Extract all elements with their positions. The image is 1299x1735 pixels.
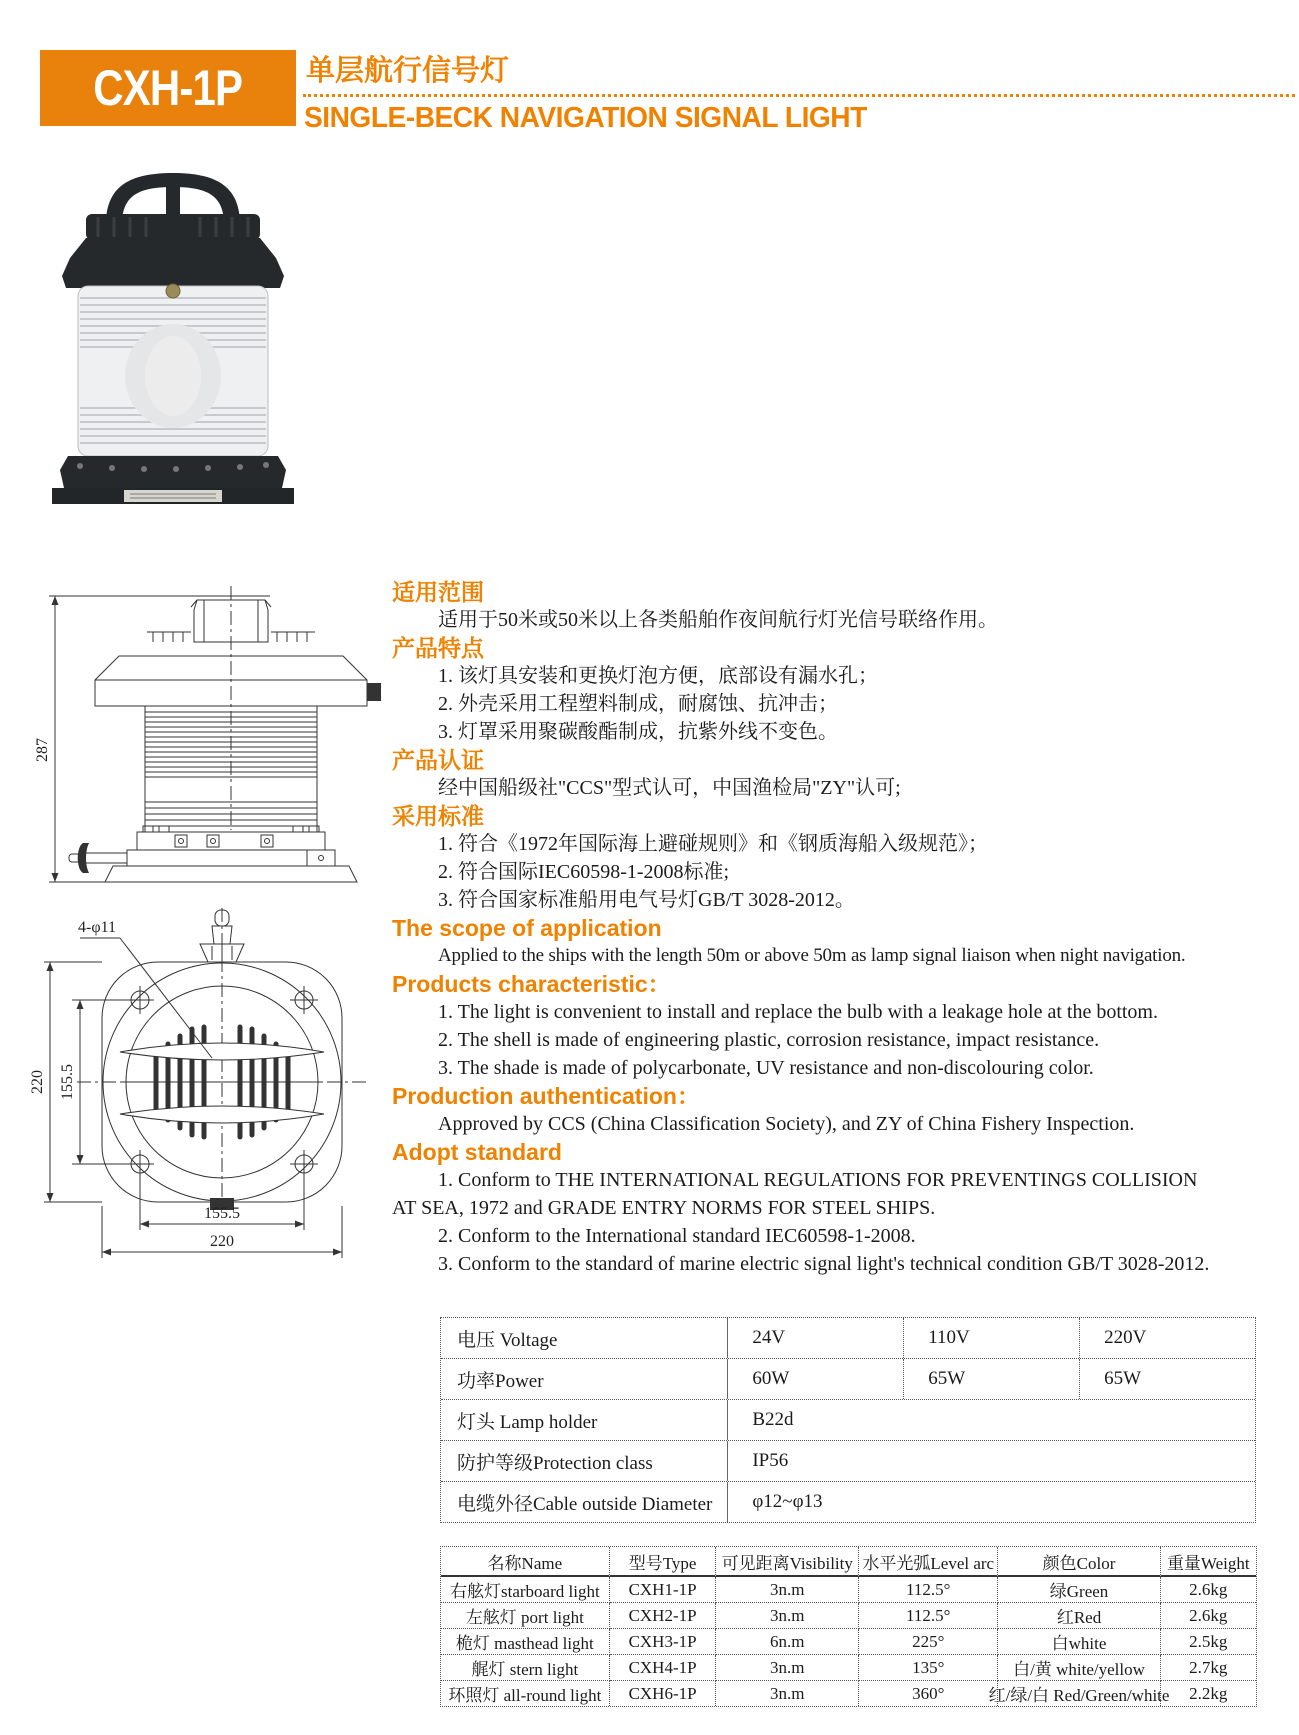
model-cell: 红Red	[998, 1603, 1160, 1629]
model-cell: 6n.m	[716, 1629, 859, 1655]
top-outer-hdim-label: 220	[210, 1233, 234, 1250]
top-outer-vdim-label: 220	[29, 1070, 46, 1094]
model-cell: 3n.m	[716, 1681, 859, 1706]
section-line: 3. The shade is made of polycarbonate, UV resistance and non-discolouring color.	[438, 1057, 1094, 1079]
model-cell: CXH4-1P	[610, 1655, 717, 1681]
holes-dim-label: 4-φ11	[78, 919, 116, 936]
model-cell: 2.7kg	[1161, 1655, 1256, 1681]
spec-label: 电压 Voltage	[441, 1318, 728, 1358]
section-line: 1. Conform to THE INTERNATIONAL REGULATIONS FOR PREVENTINGS COLLISION	[438, 1169, 1198, 1191]
section-line: 2. 符合国际IEC60598-1-2008标准;	[438, 861, 730, 883]
model-cell: CXH2-1P	[610, 1603, 717, 1629]
section-heading-adopt-standard-en: Adopt standard	[392, 1139, 562, 1165]
section-heading-scope-en: The scope of application	[392, 915, 662, 941]
side-height-dim-label: 287	[35, 738, 51, 762]
table-row	[441, 1359, 1255, 1400]
section-line: Approved by CCS (China Classification Society), and ZY of China Fishery Inspection.	[438, 1113, 1135, 1135]
model-cell: 2.6kg	[1161, 1603, 1256, 1629]
section-heading-certification-zh: 产品认证	[392, 747, 484, 773]
section-line: Applied to the ships with the length 50m or above 50m as lamp signal liaison when night navigation.	[438, 945, 1186, 966]
spec-value: 65W	[1104, 1368, 1142, 1389]
column-header: 颜色Color	[998, 1547, 1160, 1577]
spec-label: 灯头 Lamp holder	[441, 1400, 728, 1440]
top-view-svg	[22, 900, 387, 1265]
section-line: AT SEA, 1972 and GRADE ENTRY NORMS FOR STEEL SHIPS.	[392, 1197, 936, 1219]
model-cell: 右舷灯starboard light	[441, 1577, 610, 1603]
model-cell: 艉灯 stern light	[441, 1655, 610, 1681]
section-heading-authentication-en: Production authentication：	[392, 1083, 700, 1109]
column-header: 水平光弧Level arc	[859, 1547, 998, 1577]
table-row	[441, 1400, 1255, 1441]
model-cell: 白white	[998, 1629, 1160, 1655]
section-line: 经中国船级社"CCS"型式认可，中国渔检局"ZY"认可;	[438, 777, 901, 799]
spec-value: φ12~φ13	[752, 1491, 823, 1512]
model-cell: 2.6kg	[1161, 1577, 1256, 1603]
model-cell: 桅灯 masthead light	[441, 1629, 610, 1655]
section-line: 1. The light is convenient to install and replace the bulb with a leakage hole at the bottom.	[438, 1001, 1158, 1023]
spec-value: 110V	[904, 1318, 1080, 1358]
section-heading-features-zh: 产品特点	[392, 635, 484, 661]
section-line: 3. Conform to the standard of marine electric signal light's technical condition GB/T 3028-2012.	[438, 1253, 1210, 1275]
model-cell: 225°	[859, 1629, 998, 1655]
model-logo-block	[40, 50, 296, 126]
side-view-svg	[35, 580, 385, 905]
section-line: 1. 符合《1972年国际海上避碰规则》和《钢质海船入级规范》；	[438, 833, 988, 855]
model-cell: 2.2kg	[1189, 1683, 1228, 1703]
spec-label: 电缆外径Cable outside Diameter	[441, 1482, 728, 1522]
model-cell: 红/绿/白 Red/Green/white	[998, 1681, 1160, 1706]
spec-value: 220V	[1104, 1327, 1147, 1348]
section-line: 2. Conform to the International standard IEC60598-1-2008.	[438, 1225, 916, 1247]
model-cell: 环照灯 all-round light	[441, 1681, 610, 1706]
model-cell: 绿Green	[998, 1577, 1160, 1603]
section-heading-characteristic-en: Products characteristic：	[392, 971, 671, 997]
spec-label: 功率Power	[441, 1359, 728, 1399]
top-inner-vdim-label: 155.5	[59, 1064, 76, 1100]
model-cell: 360°	[859, 1681, 998, 1706]
page-title-zh: 单层航行信号灯	[306, 55, 510, 87]
spec-value: B22d	[752, 1409, 794, 1430]
section-line: 2. 外壳采用工程塑料制成，耐腐蚀、抗冲击；	[438, 693, 838, 715]
table-row	[441, 1441, 1255, 1482]
model-cell: 白/黄 white/yellow	[998, 1655, 1160, 1681]
spec-value: IP56	[752, 1450, 789, 1471]
section-line: 3. 符合国家标准船用电气号灯GB/T 3028-2012。	[438, 889, 855, 911]
top-view-drawing	[22, 900, 387, 1265]
dotted-divider	[303, 94, 1295, 97]
spec-label: 防护等级Protection class	[441, 1441, 728, 1481]
column-header: 型号Type	[610, 1547, 717, 1577]
spec-value: 60W	[728, 1359, 904, 1399]
navigation-light-image	[28, 158, 318, 506]
side-view-drawing	[35, 580, 385, 905]
column-header: 可见距离Visibility	[716, 1547, 859, 1577]
model-cell: 3n.m	[716, 1655, 859, 1681]
column-header: 重量Weight	[1161, 1547, 1256, 1577]
model-cell: 112.5°	[859, 1577, 998, 1603]
section-heading-scope-zh: 适用范围	[392, 579, 484, 605]
page-title-en: SINGLE-BECK NAVIGATION SIGNAL LIGHT	[304, 102, 867, 134]
section-heading-standards-zh: 采用标准	[392, 803, 484, 829]
table-row	[441, 1482, 1255, 1522]
model-cell: CXH6-1P	[610, 1681, 717, 1706]
model-cell: 3n.m	[716, 1603, 859, 1629]
spec-table	[440, 1317, 1256, 1523]
model-cell: 135°	[859, 1655, 998, 1681]
product-photo	[28, 158, 318, 506]
model-code: CXH-1P	[93, 60, 243, 116]
spec-value: 24V	[728, 1318, 904, 1358]
column-header: 名称Name	[441, 1547, 610, 1577]
spec-value: 65W	[904, 1359, 1080, 1399]
top-inner-hdim-label: 155.5	[204, 1205, 240, 1222]
model-cell: 左舷灯 port light	[441, 1603, 610, 1629]
model-cell: 112.5°	[859, 1603, 998, 1629]
section-line: 3. 灯罩采用聚碳酸酯制成，抗紫外线不变色。	[438, 721, 838, 743]
section-line: 1. 该灯具安装和更换灯泡方便，底部设有漏水孔；	[438, 665, 878, 687]
model-cell: CXH1-1P	[610, 1577, 717, 1603]
section-line: 适用于50米或50米以上各类船舶作夜间航行灯光信号联络作用。	[438, 609, 998, 631]
table-row	[441, 1318, 1255, 1359]
model-cell: CXH3-1P	[610, 1629, 717, 1655]
section-line: 2. The shell is made of engineering plastic, corrosion resistance, impact resistance.	[438, 1029, 1100, 1051]
model-cell: 3n.m	[716, 1577, 859, 1603]
content-column	[392, 578, 1299, 1278]
model-table	[440, 1546, 1257, 1707]
model-cell: 2.5kg	[1161, 1629, 1256, 1655]
